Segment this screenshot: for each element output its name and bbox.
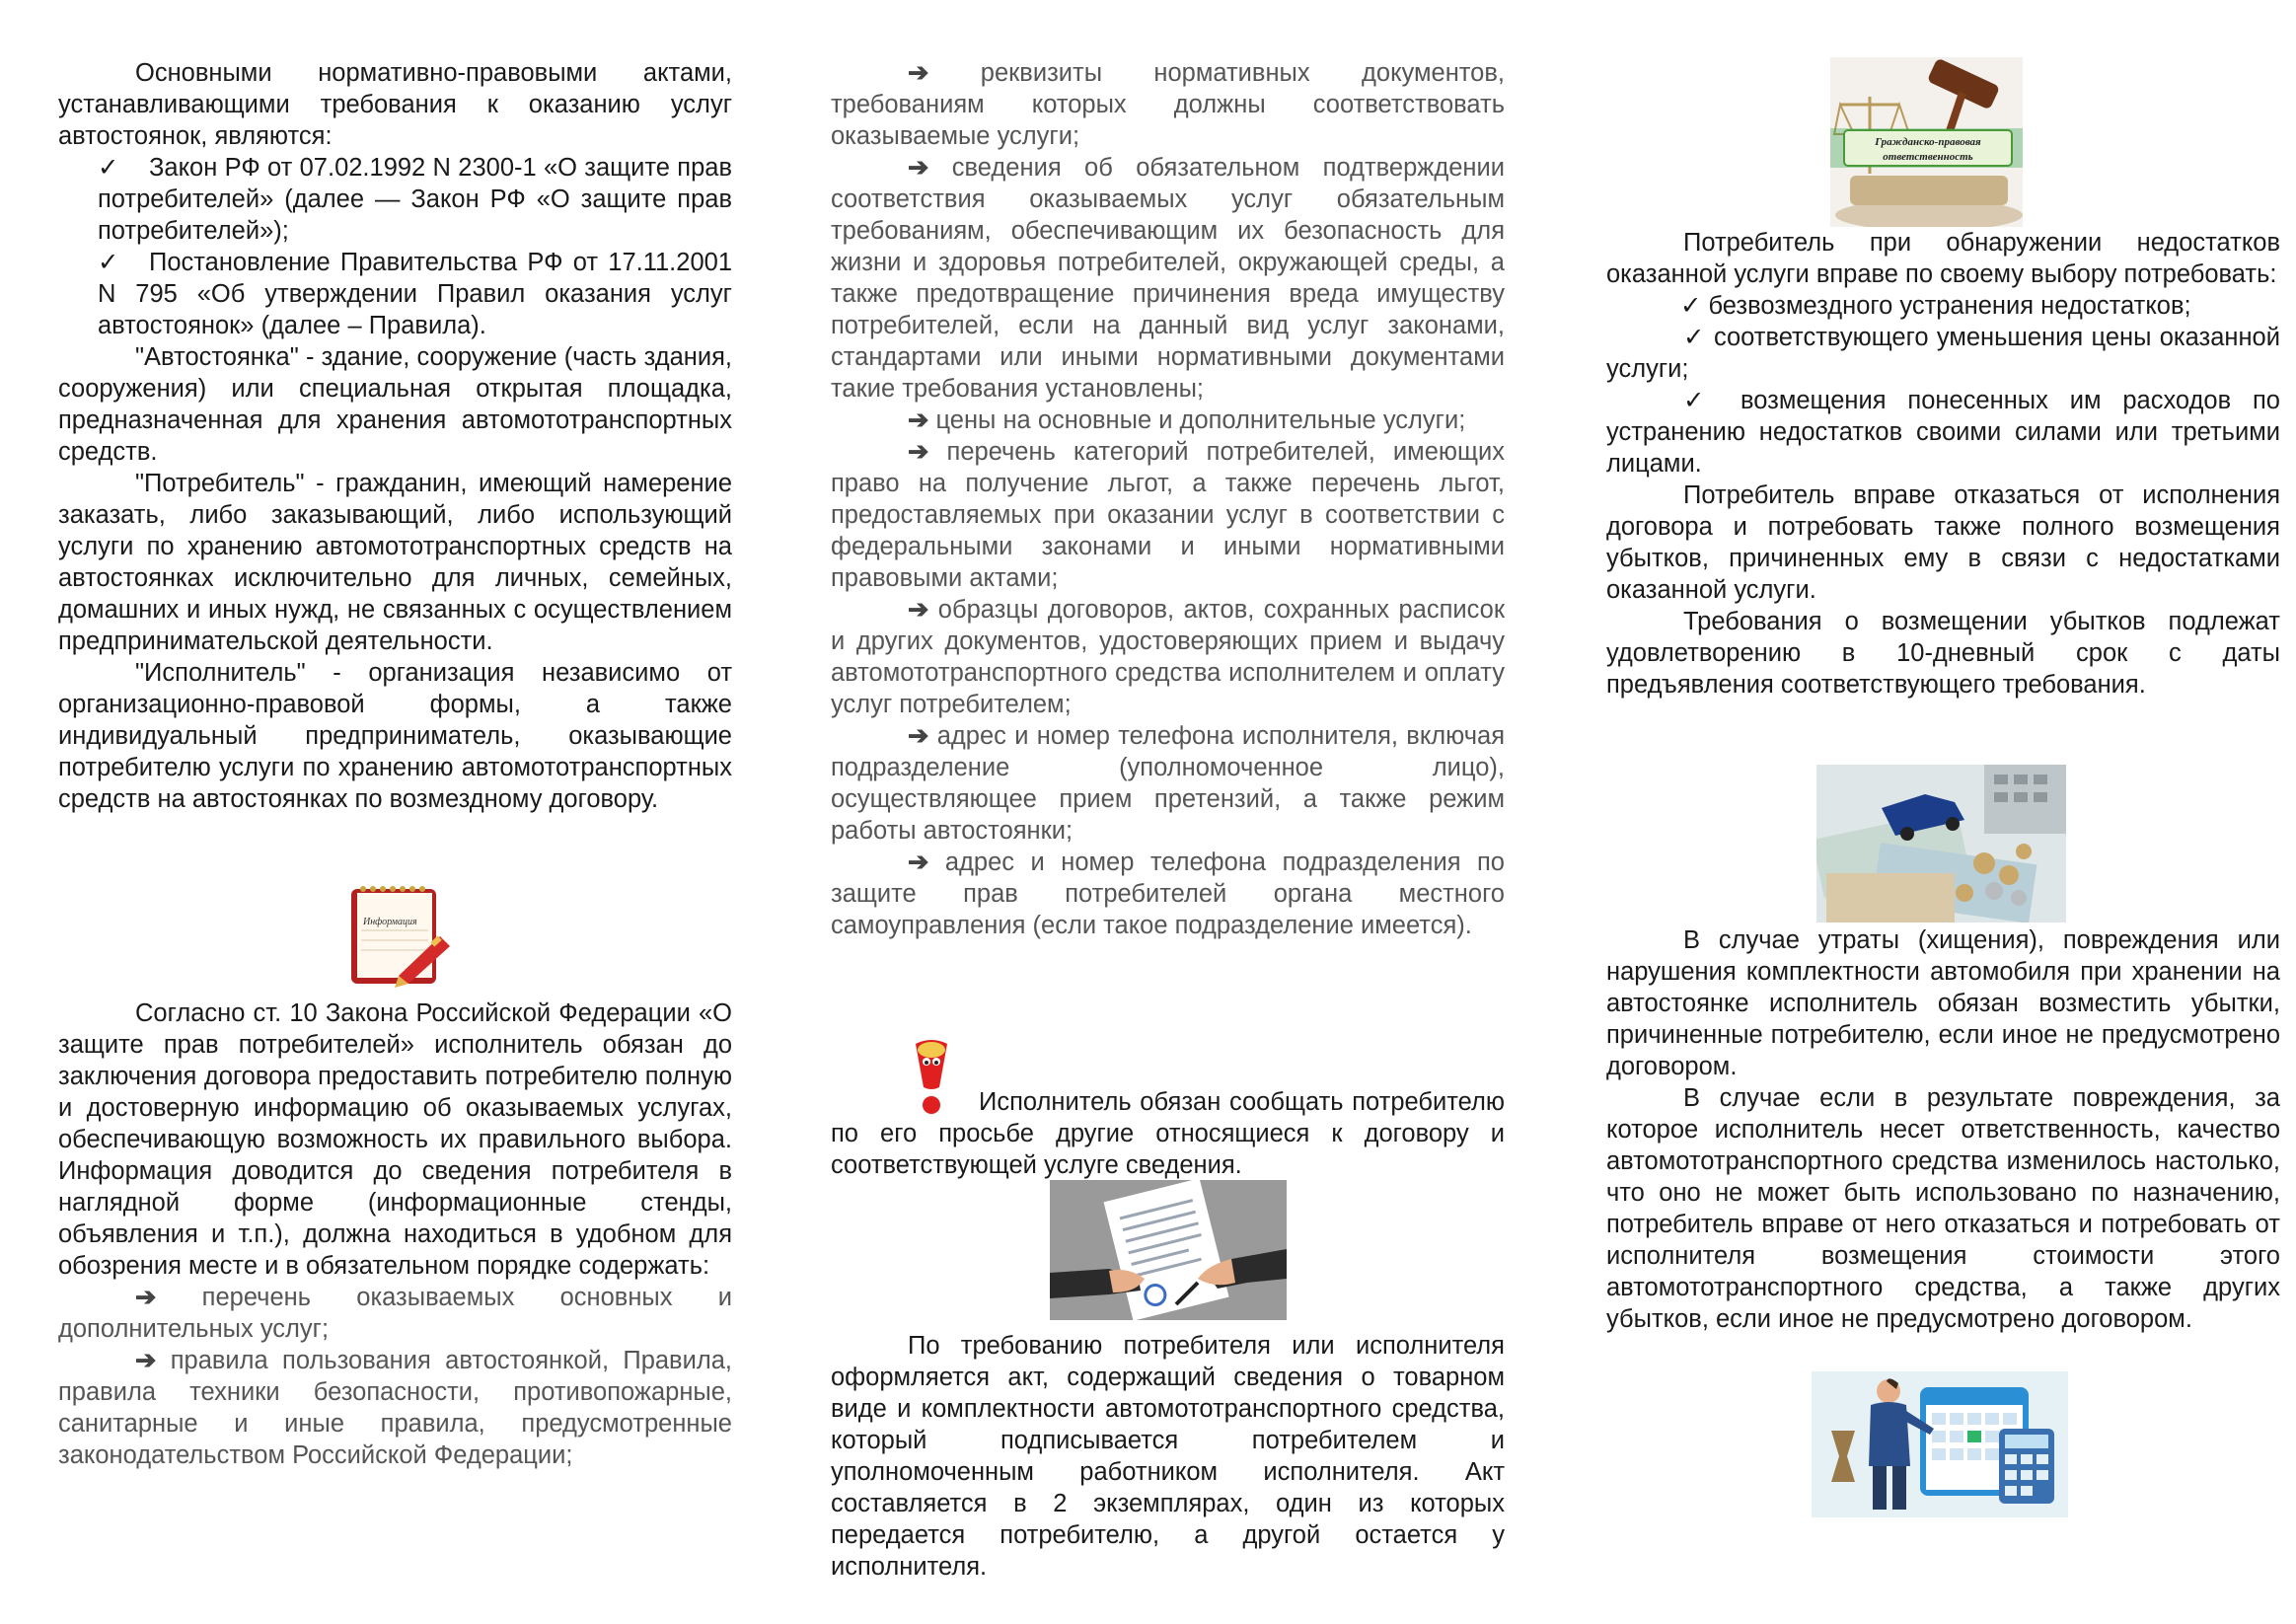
info-item-9: [831, 847, 1505, 941]
damage-paragraph: В случае если в результате повреждения, за которое исполнитель несет ответственность, качество автомототранспортного средства изменилось настолько, что оно не может быть использовано по назначению, потребитель вправе от него отказаться и потребовать от исполнителя возмещения стоимости этого автомототранспортного средства, а также других убытков, если иное не предусмотрено договором.: [1606, 1084, 2280, 1333]
info-item-9-text: адрес и номер телефона подразделения по защите прав потребителей органа местного самоуправления (если такое подразделение имеется).: [831, 849, 1505, 939]
arrow-icon: ➔: [908, 406, 929, 434]
info-item-4-text: сведения об обязательном подтверждении соответствия оказываемых услуг обязательным требованиям, обеспечивающим их безопасность для жизни и здоровья потребителей, окружающей среды, а также предотвращение причинения вреда имуществу потребителей, если на данный вид услуг законами, стандартами или иными нормативными документами такие требования установлены;: [831, 154, 1505, 403]
act-paragraph: По требованию потребителя или исполнителя оформляется акт, содержащий сведения о товарном виде и комплектности автомототранспортного средства, который подписывается потребителем и уполномоченным работником исполнителя. Акт составляется в 2 экземплярах, один из которых передается потребителю, а другой остается у исполнителя.: [831, 1332, 1505, 1581]
info-item-7-text: образцы договоров, актов, сохранных расписок и других документов, удостоверяющих прием и выдачу автомототранспортного средства исполнителем и оплату услуг потребителем;: [831, 596, 1505, 718]
money-car-image: [1816, 765, 2066, 923]
arrow-icon: ➔: [908, 722, 929, 750]
law-item-1-text: Закон РФ от 07.02.1992 N 2300-1 «О защите прав потребителей» (далее — Закон РФ «О защите прав потребителей»);: [98, 154, 732, 245]
info-item-4: [831, 152, 1505, 405]
requirement-2-text: соответствующего уменьшения цены оказанной услуги;: [1606, 324, 2280, 383]
info-item-1-text: перечень оказываемых основных и дополнительных услуг;: [58, 1284, 732, 1343]
intro-paragraph: Основными нормативно-правовыми актами, устанавливающими требования к оказанию услуг автостоянок, являются:: [58, 59, 732, 150]
column-middle-lower: [831, 1086, 1505, 1181]
requirement-2: [1606, 322, 2280, 385]
badge-line-1: Гражданско-правовая: [1875, 136, 1981, 148]
arrow-icon: ➔: [908, 849, 929, 876]
requirement-1: [1606, 290, 2280, 322]
arrow-icon: ➔: [135, 1347, 157, 1374]
executor-duty-paragraph: Исполнитель обязан сообщать потребителю по его просьбе другие относящиеся к договору и соответствующей услуге сведения.: [831, 1088, 1505, 1179]
info-item-7: [831, 594, 1505, 720]
check-icon: ✓: [1683, 387, 1720, 414]
check-icon: ✓: [98, 249, 119, 276]
arrow-icon: ➔: [908, 596, 929, 624]
check-icon: ✓: [1683, 324, 1706, 351]
check-icon: ✓: [98, 154, 119, 182]
info-item-5: [831, 405, 1505, 436]
definition-executor: "Исполнитель" - организация независимо от организационно-правовой формы, а также индивидуальный предприниматель, оказывающие потребителю услуги по хранению автомототранспортных средств на автостоянках по возмездному договору.: [58, 659, 732, 813]
badge-line-2: ответственность: [1883, 151, 1973, 163]
info-item-2-text: правила пользования автостоянкой, Правила, правила техники безопасности, противопожарные, санитарные и иные правила, предусмотренные законодательством Российской Федерации;: [58, 1347, 732, 1469]
arrow-icon: ➔: [135, 1284, 157, 1311]
notepad-label: Информация: [363, 917, 417, 927]
info-item-8-text: адрес и номер телефона исполнителя, включая подразделение (уполномоченное лицо), осуществляющее прием претензий, а также режим работы автостоянки;: [831, 722, 1505, 845]
law-item-2-text: Постановление Правительства РФ от 17.11.2001 N 795 «Об утверждении Правил оказания услуг автостоянок» (далее – Правила).: [98, 249, 732, 339]
handshake-document-image: [1050, 1180, 1287, 1320]
arrow-icon: ➔: [908, 438, 929, 466]
arrow-icon: ➔: [908, 154, 929, 182]
info-item-6-text: перечень категорий потребителей, имеющих право на получение льгот, а также перечень льгот, предоставляемых при оказании услуг в соответствии с федеральными законами и иными нормативными правовыми актами;: [831, 438, 1505, 592]
law-item-1: [58, 152, 732, 247]
article10-paragraph: Согласно ст. 10 Закона Российской Федерации «О защите прав потребителей» исполнитель обязан до заключения договора предоставить потребителю полную и достоверную информацию об оказываемых услугах, обеспечивающую возможность их правильного выбора. Информация доводится до сведения потребителя в наглядной форме (информационные стенды, объявления и т.п.), должна находиться в удобном для обозрения месте и в обязательном порядке содержать:: [58, 999, 732, 1280]
notepad-icon: [347, 881, 454, 990]
loss-paragraph: В случае утраты (хищения), повреждения или нарушения комплектности автомобиля при хранении на автостоянке исполнитель обязан возместить убытки, причиненные потребителю, если иное не предусмотрено договором.: [1606, 926, 2280, 1080]
civil-liability-image: [1830, 57, 2023, 227]
check-icon: ✓: [1680, 292, 1702, 320]
law-item-2: [58, 247, 732, 341]
info-item-3-text: реквизиты нормативных документов, требованиям которых должны соответствовать оказываемые услуги;: [831, 59, 1505, 150]
definition-consumer: "Потребитель" - гражданин, имеющий намерение заказать, либо заказывающий, либо использующий услуги по хранению автомототранспортных средств на автостоянках исключительно для личных, семейных, домашних и иных нужд, не связанных с осуществлением предпринимательской деятельности.: [58, 470, 732, 655]
definition-parking: "Автостоянка" - здание, сооружение (часть здания, сооружения) или специальная открытая площадка, предназначенная для хранения автомототранспортных средств.: [58, 343, 732, 466]
info-item-5-text: цены на основные и дополнительные услуги;: [935, 406, 1466, 434]
defects-intro-paragraph: Потребитель при обнаружении недостатков оказанной услуги вправе по своему выбору потребовать:: [1606, 229, 2280, 288]
calendar-businessman-image: [1812, 1371, 2068, 1517]
column-middle-bottom: [831, 1330, 1505, 1583]
info-item-2: [58, 1345, 732, 1471]
info-item-3: [831, 57, 1505, 152]
arrow-icon: ➔: [908, 59, 929, 87]
info-item-6: [831, 436, 1505, 594]
requirement-1-text: безвозмездного устранения недостатков;: [1708, 292, 2191, 320]
column-left-lower: [58, 997, 732, 1471]
column-right-lower: [1606, 924, 2280, 1335]
column-right: [1606, 227, 2280, 701]
refuse-paragraph: Потребитель вправе отказаться от исполнения договора и потребовать также полного возмещения убытков, причиненных ему в связи с недостатками оказанной услуги.: [1606, 481, 2280, 604]
requirement-3-text: возмещения понесенных им расходов по устранению недостатков своими силами или третьими лицами.: [1606, 387, 2280, 478]
requirement-3: [1606, 385, 2280, 480]
column-middle: [831, 57, 1505, 941]
info-item-1: [58, 1282, 732, 1345]
info-item-8: [831, 720, 1505, 847]
ten-days-paragraph: Требования о возмещении убытков подлежат удовлетворению в 10-дневный срок с даты предъявления соответствующего требования.: [1606, 608, 2280, 699]
column-left: [58, 57, 732, 815]
